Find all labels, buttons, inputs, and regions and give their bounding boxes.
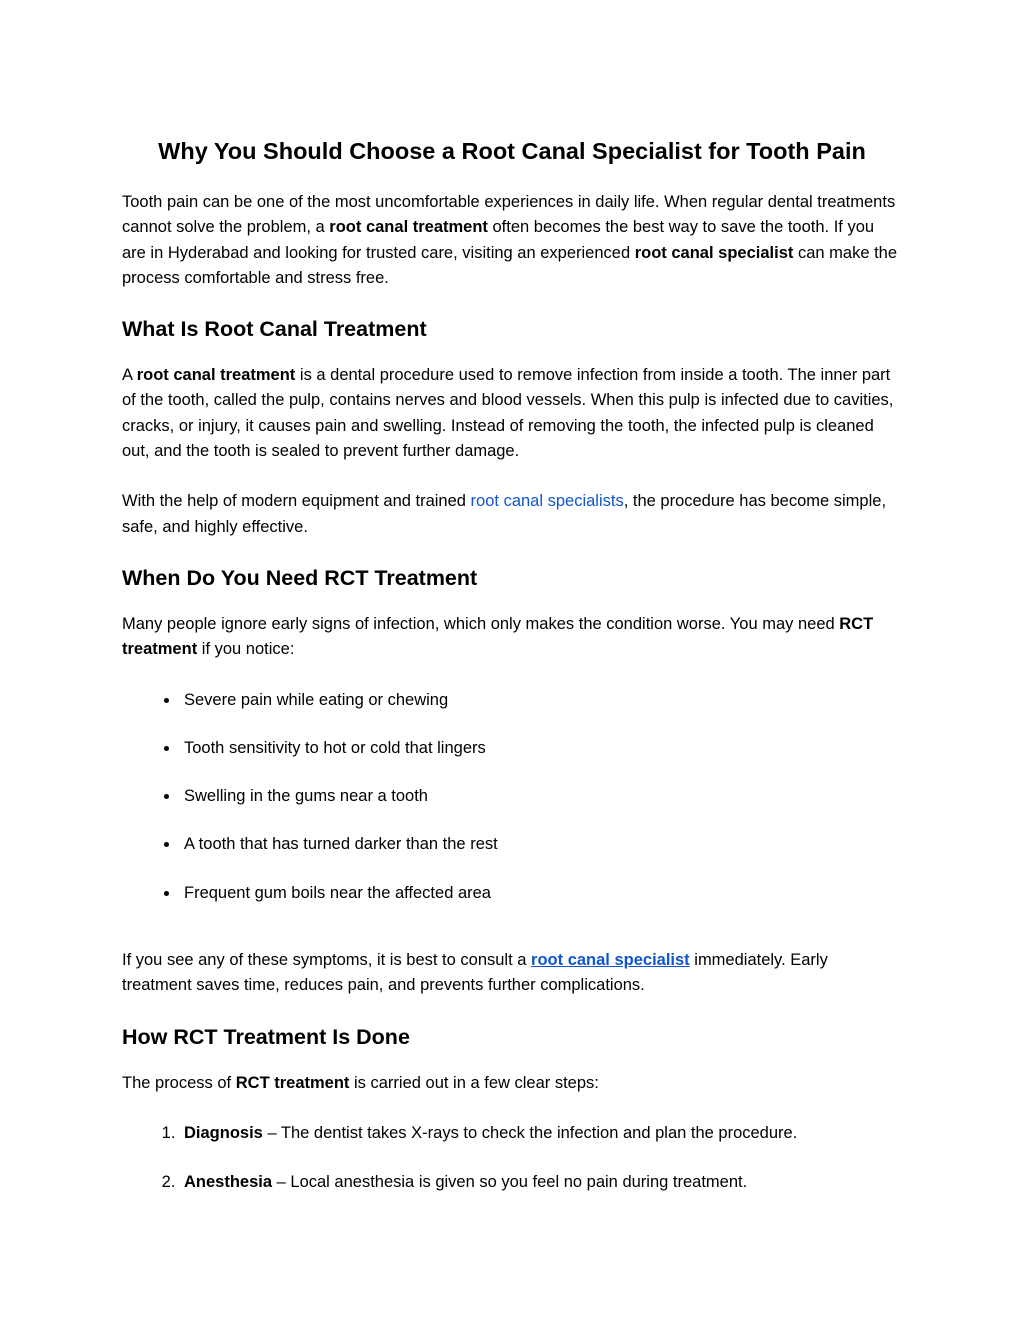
text-span: if you notice:: [197, 640, 295, 659]
root-canal-specialists-link[interactable]: root canal specialists: [470, 492, 624, 511]
symptom-bullet-list: [122, 688, 902, 906]
paragraph-modern-equipment: [122, 489, 902, 540]
bullet-item: • A tooth that has turned darker than the rest: [180, 832, 902, 857]
text-span: With the help of modern equipment and trained: [122, 492, 471, 511]
text-span: , the procedure has become simple, safe, and highly effective.: [122, 492, 887, 536]
paragraph-process-intro: [122, 1071, 902, 1096]
paragraph-what-is-rct: [122, 363, 902, 464]
bullet-item: • Severe pain while eating or chewing: [180, 688, 902, 713]
text-span: is a dental procedure used to remove infection from inside a tooth. The inner part of the tooth, called the pulp, contains nerves and blood vessels. When this pulp is infected due to cavities, cracks, or injury, it causes pain and swelling. Instead of removing the tooth, the infected pulp is cleaned out, and the tooth is sealed to prevent further damage.: [122, 366, 894, 461]
text-span: Many people ignore early signs of infection, which only makes the condition worse. You may need: [122, 614, 840, 633]
document-title: Why You Should Choose a Root Canal Specialist for Tooth Pain: [158, 138, 866, 164]
text-span: often becomes the best way to save the tooth. If you are in Hyderabad and looking for trusted care, visiting an experienced: [122, 218, 875, 262]
bold-term: root canal treatment: [329, 218, 488, 237]
text-span: can make the process comfortable and stress free.: [122, 243, 898, 287]
text-span: immediately. Early treatment saves time, reduces pain, and prevents further complications.: [122, 951, 828, 995]
treatment-steps-list: [122, 1121, 902, 1196]
paragraph-early-signs: [122, 612, 902, 663]
bullet-item: • Tooth sensitivity to hot or cold that lingers: [180, 736, 902, 761]
text-span: A: [122, 366, 137, 385]
text-span: If you see any of these symptoms, it is best to consult a: [122, 951, 532, 970]
step-term: Anesthesia: [184, 1173, 273, 1192]
step-item: [180, 1170, 902, 1195]
bullet-item: • Frequent gum boils near the affected area: [180, 881, 902, 906]
bold-term: RCT treatment: [235, 1073, 350, 1092]
step-term: Diagnosis: [184, 1123, 263, 1142]
section-heading-when-do-you-need-rct: When Do You Need RCT Treatment: [122, 565, 478, 590]
section-heading-what-is-root-canal-treatment: What Is Root Canal Treatment: [122, 317, 427, 342]
text-span: The process of: [122, 1073, 236, 1092]
root-canal-specialist-link[interactable]: root canal specialist: [531, 951, 690, 970]
bold-term: RCT treatment: [122, 614, 874, 659]
step-description: – The dentist takes X-rays to check the infection and plan the procedure.: [262, 1123, 798, 1142]
step-item: [180, 1121, 902, 1146]
bullet-item: • Swelling in the gums near a tooth: [180, 784, 902, 809]
intro-paragraph: [122, 190, 902, 291]
bold-term: root canal specialist: [634, 243, 794, 262]
bold-term: root canal treatment: [136, 366, 296, 385]
section-heading-how-rct-is-done: How RCT Treatment Is Done: [122, 1024, 410, 1049]
text-span: Tooth pain can be one of the most uncomfortable experiences in daily life. When regular dental treatments cannot solve the problem, a: [122, 193, 896, 237]
paragraph-consult-specialist: [122, 948, 902, 999]
text-span: is carried out in a few clear steps:: [349, 1073, 599, 1092]
step-description: – Local anesthesia is given so you feel no pain during treatment.: [272, 1173, 748, 1192]
